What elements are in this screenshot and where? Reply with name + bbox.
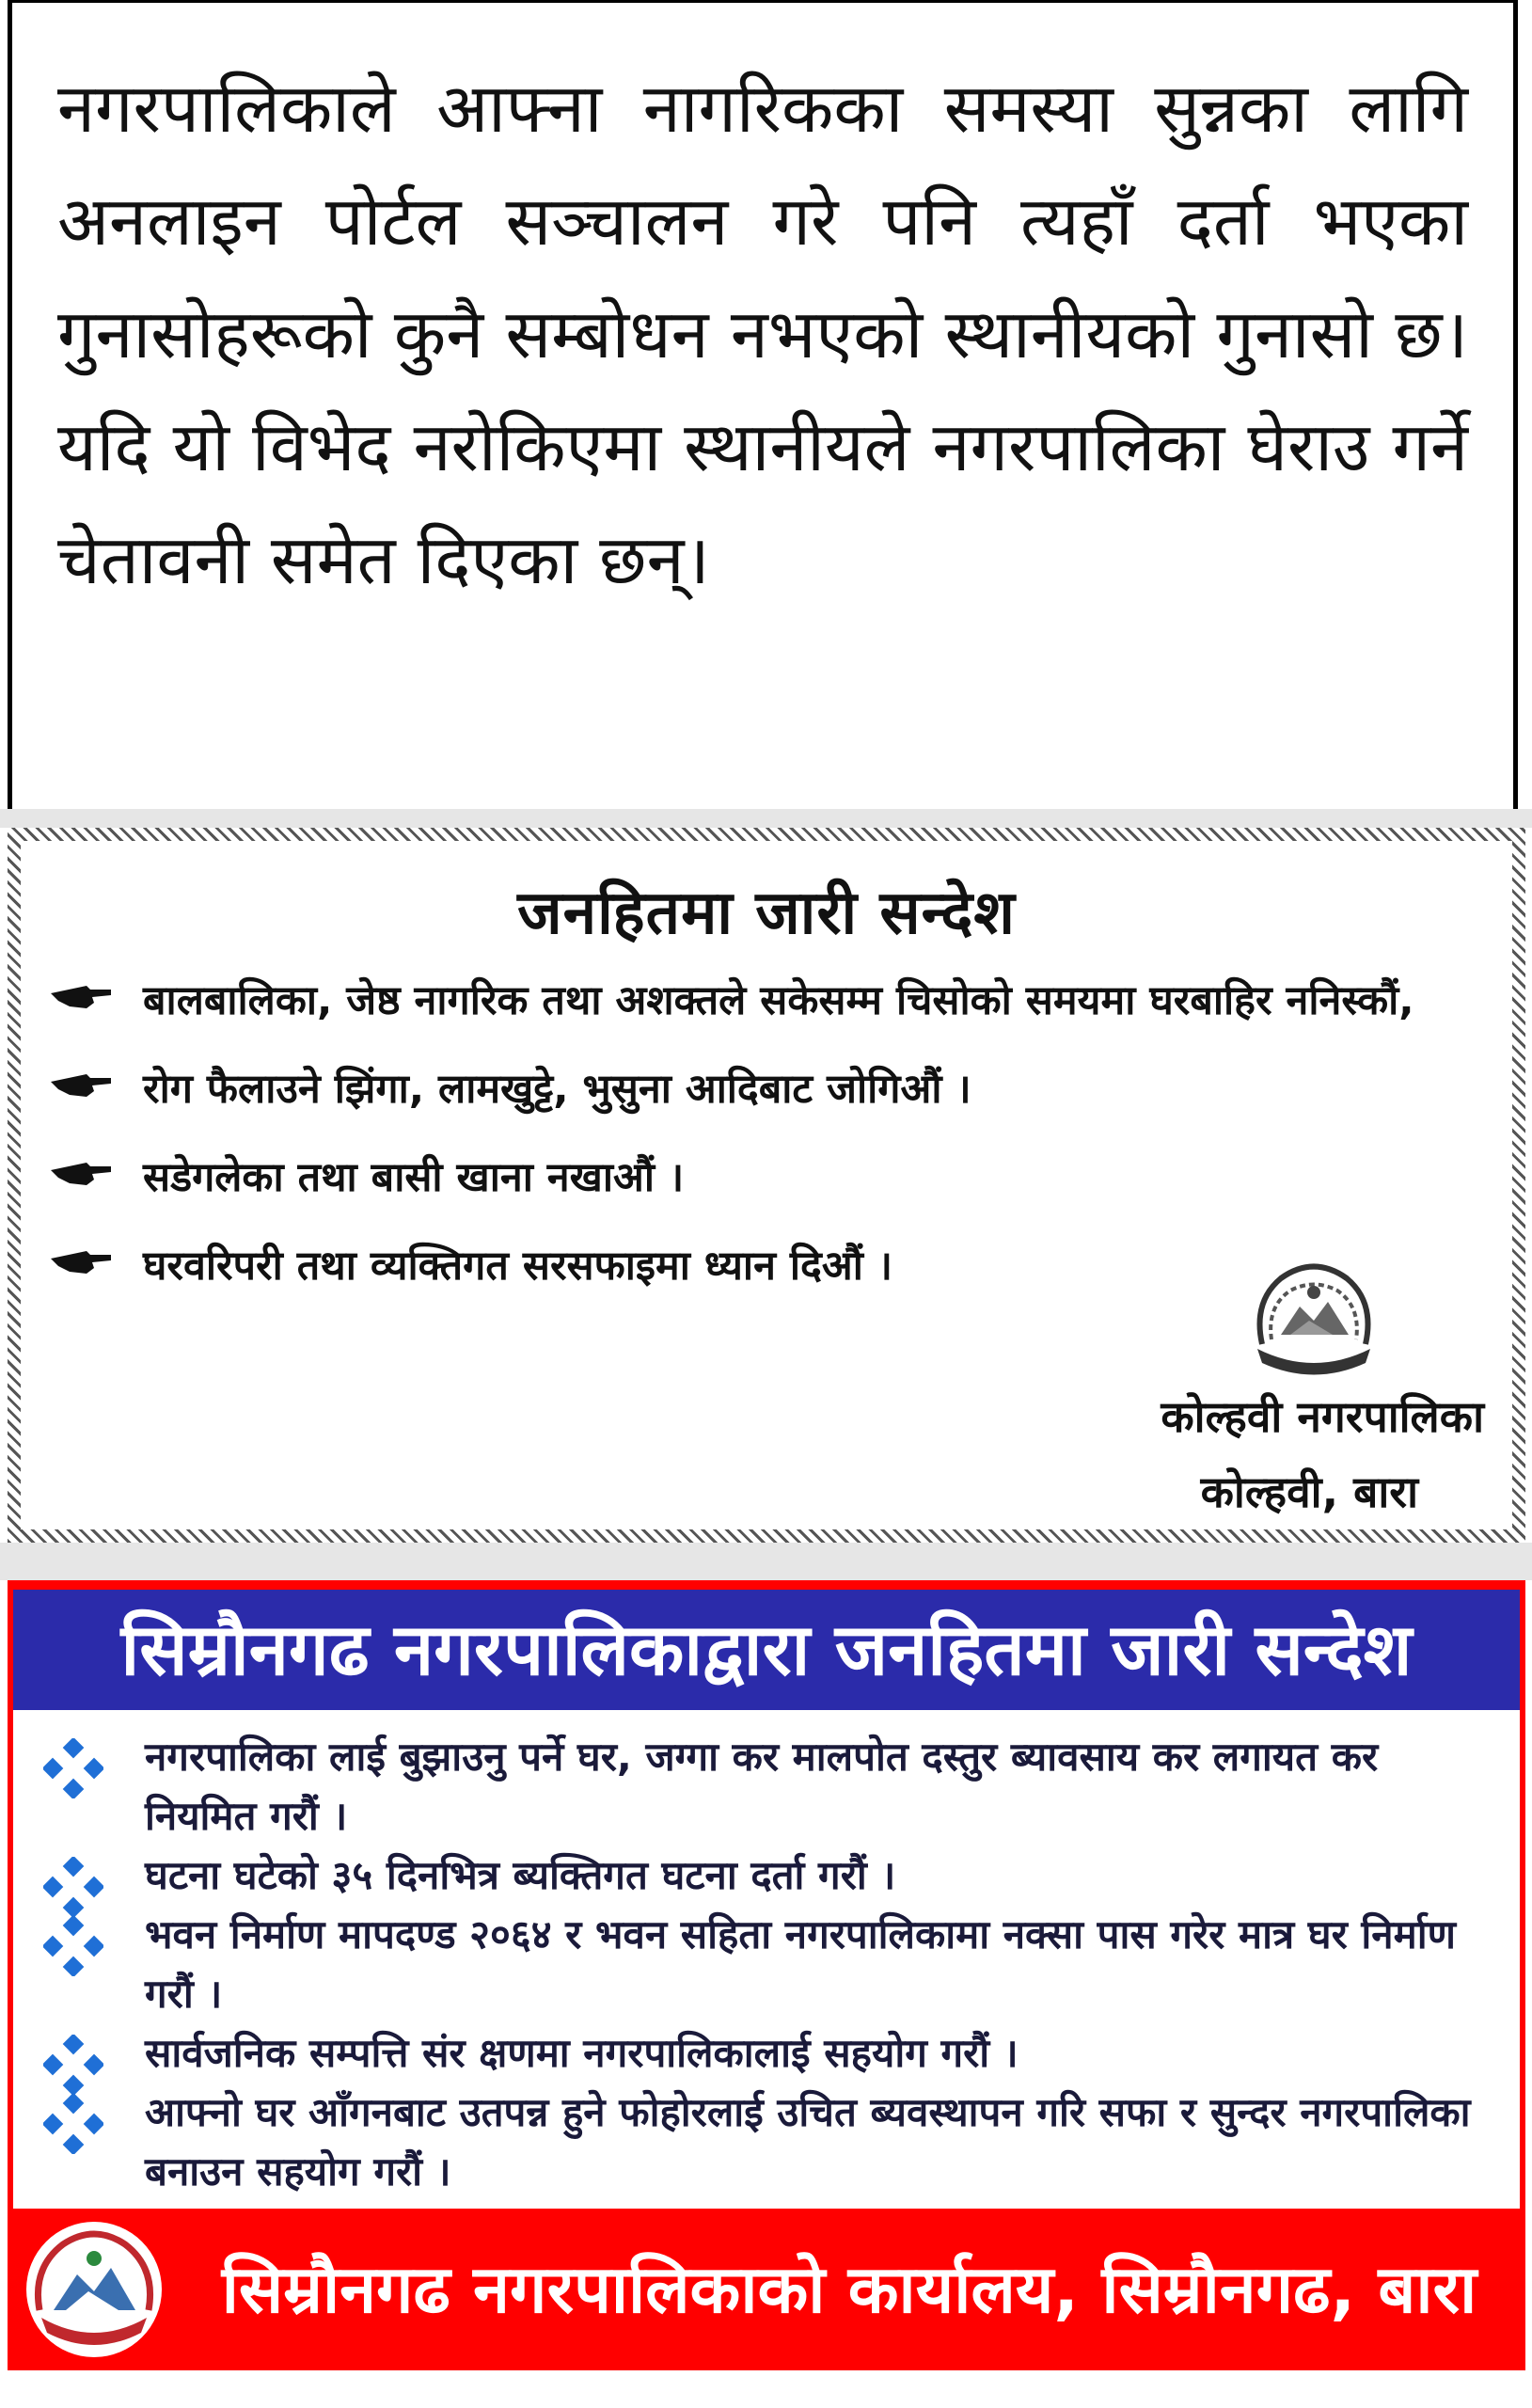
list-item xyxy=(39,963,1507,1038)
page-bottom-margin xyxy=(0,2370,1532,2408)
list-item-text: घटना घटेको ३५ दिनभित्र ब्यक्तिगत घटना दर्ता गरौं । xyxy=(145,1852,896,1898)
list-item xyxy=(39,1140,1507,1215)
list-item xyxy=(39,1052,1507,1127)
list-item xyxy=(32,1846,1499,1905)
simraungadh-notice-list xyxy=(32,1727,1499,2201)
pointing-hand-icon xyxy=(49,1149,115,1196)
news-paragraph: नगरपालिकाले आफ्ना नागरिकका समस्या सुन्नका लागि अनलाइन पोर्टल सञ्चालन गरे पनि त्यहाँ दर्ता भएका गुनासोहरूको कुनै सम्बोधन नभएको स्थानीयको गुनासो छ। यदि यो विभेद नरोकिएमा स्थानीयले नगरपालिका घेराउ गर्ने चेतावनी समेत दिएका छन्। xyxy=(57,69,1468,599)
kolhabi-notice xyxy=(8,828,1525,1543)
list-item-text: बालबालिका, जेष्ठ नागरिक तथा अशक्तले सकेसम्म चिसोको समयमा घरबाहिर ननिस्कौं, xyxy=(143,977,1414,1024)
list-item-text: सडेगलेका तथा बासी खाना नखाऔं । xyxy=(143,1154,685,1201)
nepal-emblem-icon xyxy=(1243,1255,1384,1386)
simraungadh-notice xyxy=(8,1580,1525,2370)
simraungadh-footer xyxy=(8,2209,1525,2370)
blue-diamond-cluster-icon xyxy=(43,2094,103,2154)
simraungadh-notice-body xyxy=(13,1710,1520,2209)
list-item-text: रोग फैलाउने झिंगा, लामखुट्टे, भुसुना आदिबाट जोगिऔं । xyxy=(143,1066,971,1113)
blue-diamond-cluster-icon xyxy=(43,1916,103,1976)
simraungadh-notice-title: सिम्रौनगढ नगरपालिकाद्वारा जनहितमा जारी सन्देश xyxy=(13,1590,1520,1710)
blue-diamond-cluster-icon xyxy=(43,1738,103,1798)
list-item-text: भवन निर्माण मापदण्ड २०६४ र भवन सहिता नगरपालिकामा नक्सा पास गरेर मात्र घर निर्माण गरौं । xyxy=(145,1911,1456,2017)
list-item xyxy=(32,2083,1499,2201)
list-item-text: घरवरिपरी तथा व्यक्तिगत सरसफाइमा ध्यान दिऔं । xyxy=(143,1243,893,1290)
section-divider xyxy=(0,1543,1532,1580)
list-item xyxy=(32,1727,1499,1846)
section-divider xyxy=(0,809,1532,828)
list-item-text: आफ्नो घर आँगनबाट उतपन्न हुने फोहोरलाई उचित ब्यवस्थापन गरि सफा र सुन्दर नगरपालिका बनाउन सहयोग गरौं । xyxy=(145,2089,1471,2194)
kolhabi-org-name: कोल्हवी नगरपालिका xyxy=(1161,1391,1484,1442)
news-paragraph-box xyxy=(8,0,1518,809)
pointing-hand-icon xyxy=(49,1061,115,1108)
list-item xyxy=(32,1905,1499,2023)
list-item xyxy=(32,2023,1499,2083)
list-item-text: सार्वजनिक सम्पत्ति संर क्षणमा नगरपालिकालाई सहयोग गरौं । xyxy=(145,2030,1019,2076)
nepal-emblem-icon xyxy=(21,2216,167,2363)
pointing-hand-icon xyxy=(49,973,115,1020)
list-item-text: नगरपालिका लाई बुझाउनु पर्ने घर, जग्गा कर मालपोत दस्तुर ब्यावसाय कर लगायत कर नियमित गरौं । xyxy=(145,1734,1379,1839)
pointing-hand-icon xyxy=(49,1238,115,1285)
kolhabi-notice-title: जनहितमा जारी सन्देश xyxy=(517,879,1016,948)
kolhabi-org-location: कोल्हवी, बारा xyxy=(1200,1466,1418,1517)
simraungadh-footer-text: सिम्रौनगढ नगरपालिकाको कार्यालय, सिम्रौनगढ, बारा xyxy=(221,2251,1477,2328)
